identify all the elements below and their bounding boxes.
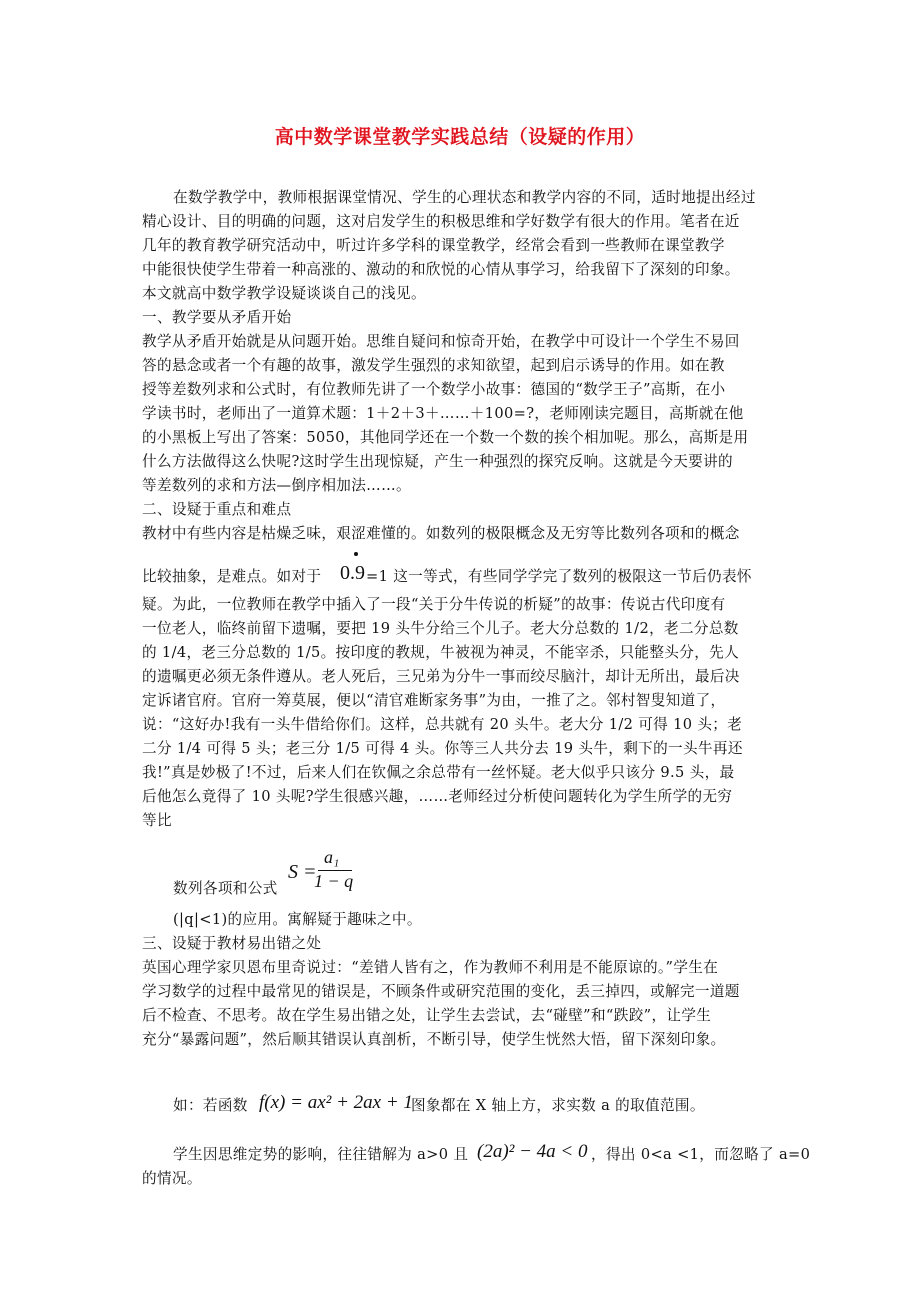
formula-denominator: 1 − q	[314, 871, 354, 891]
formula-lhs: S =	[288, 861, 317, 883]
recurring-decimal-value: 0.9	[340, 562, 365, 584]
section-heading-1: 一、教学要从矛盾开始	[142, 309, 292, 326]
paragraph-line: 教材中有些内容是枯燥乏味，艰涩难懂的。如数列的极限概念及无穷等比数列各项和的概念	[142, 525, 740, 542]
paragraph-line: 授等差数列求和公式时，有位教师先讲了一个数学小故事：德国的“数学王子”高斯，在小	[142, 381, 726, 398]
paragraph-line: 等比	[142, 812, 172, 829]
paragraph-line: 说：“这好办!我有一头牛借给你们。这样，总共就有 20 头牛。老大分 1/2 可得 10 头；老	[142, 716, 743, 733]
paragraph-line: 我!”真是妙极了!不过，后来人们在钦佩之余总带有一丝怀疑。老大似乎只该分 9.5 头，最	[142, 764, 735, 781]
section-heading-2: 二、设疑于重点和难点	[142, 501, 292, 518]
paragraph-line: 的小黑板上写出了答案：5050，其他同学还在一个数一个数的挨个相加呢。那么，高斯是用	[142, 429, 749, 446]
paragraph-line: 学生因思维定势的影响，往往错解为 a>0 且	[173, 1146, 469, 1163]
paragraph-line: 学习数学的过程中最常见的错误是，不顾条件或研究范围的变化，丢三掉四，或解完一道题	[142, 983, 740, 1000]
paragraph-line: 充分“暴露问题”，然后顺其错误认真剖析，不断引导，使学生恍然大悟，留下深刻印象。	[142, 1031, 726, 1048]
paragraph-line: 图象都在 X 轴上方，求实数 a 的取值范围。	[411, 1097, 705, 1114]
paragraph-line: 比较抽象，是难点。如对于	[142, 568, 322, 585]
paragraph-line: 答的悬念或者一个有趣的故事，激发学生强烈的求知欲望，起到启示诱导的作用。如在教	[142, 357, 725, 374]
section-heading-3: 三、设疑于教材易出错之处	[142, 935, 322, 952]
paragraph-line: 什么方法做得这么快呢?这时学生出现惊疑，产生一种强烈的探究反响。这就是今天要讲的	[142, 453, 733, 470]
paragraph-line: =1 这一等式，有些同学学完了数列的极限这一节后仍表怀	[366, 568, 752, 585]
paragraph-line: 英国心理学家贝恩布里奇说过：“差错人皆有之，作为教师不利用是不能原谅的。”学生在	[142, 959, 719, 976]
paragraph-line: 如：若函数	[173, 1097, 248, 1114]
recurring-decimal	[340, 562, 365, 585]
paragraph-line: 疑。为此，一位教师在教学中插入了一段“关于分牛传说的析疑”的故事：传说古代印度有	[142, 596, 726, 613]
inequality-equation: (2a)² − 4a < 0	[477, 1141, 588, 1162]
paragraph-line: 数列各项和公式	[173, 880, 278, 897]
page-title: 高中数学课堂教学实践总结（设疑的作用）	[274, 126, 646, 148]
sum-formula	[288, 847, 362, 897]
paragraph-line: 教学从矛盾开始就是从问题开始。思维自疑问和惊奇开始，在教学中可设计一个学生不易回	[142, 333, 740, 350]
paragraph-line: 精心设计、目的明确的问题，这对启发学生的积极思维和学好数学有很大的作用。笔者在近	[142, 213, 740, 230]
paragraph-line: 学读书时，老师出了一道算术题：1＋2＋3＋……＋100=?，老师刚读完题目，高斯就在他	[142, 405, 744, 422]
recurring-dot	[354, 552, 358, 556]
paragraph-line: 等差数列的求和方法—倒序相加法……。	[142, 477, 411, 494]
formula-numerator: a₁	[324, 847, 340, 867]
paragraph-line: 几年的教育教学研究活动中，听过许多学科的课堂教学，经常会看到一些教师在课堂教学	[142, 237, 725, 254]
paragraph-line: 定诉诸官府。官府一筹莫展，便以“清官难断家务事”为由，一推了之。邻村智叟知道了，	[142, 692, 726, 709]
function-equation: f(x) = ax² + 2ax + 1	[259, 1092, 413, 1113]
paragraph-line: 的 1/4，老三分总数的 1/5。按印度的教规，牛被视为神灵，不能宰杀，只能整头分，先人	[142, 644, 740, 661]
paragraph-line: ，得出 0<a <1，而忽略了 a=0	[591, 1146, 811, 1163]
paragraph-line: 的情况。	[142, 1170, 202, 1187]
paragraph-line: 后不检查、不思考。故在学生易出错之处，让学生去尝试，去“碰壁”和“跌跤”，让学生	[142, 1007, 712, 1024]
paragraph-line: 一位老人，临终前留下遗嘱，要把 19 头牛分给三个儿子。老大分总数的 1/2，老二分总数	[142, 620, 739, 637]
paragraph-line: 的遗嘱更必须无条件遵从。老人死后，三兄弟为分牛一事而绞尽脑汁，却计无所出，最后决	[142, 668, 740, 685]
paragraph-line: (|q|<1)的应用。寓解疑于趣味之中。	[173, 911, 422, 928]
paragraph-line: 后他怎么竟得了 10 头呢?学生很感兴趣，……老师经过分析使问题转化为学生所学的无穷	[142, 788, 733, 805]
paragraph-line: 二分 1/4 可得 5 头；老三分 1/5 可得 4 头。你等三人共分去 19 头牛，剩下的一头牛再还	[142, 740, 743, 757]
paragraph-line: 中能很快使学生带着一种高涨的、激动的和欣悦的心情从事学习，给我留下了深刻的印象。	[142, 261, 740, 278]
paragraph-line: 在数学教学中，教师根据课堂情况、学生的心理状态和教学内容的不同，适时地提出经过	[173, 189, 756, 206]
paragraph-line: 本文就高中数学教学设疑谈谈自己的浅见。	[142, 285, 426, 302]
